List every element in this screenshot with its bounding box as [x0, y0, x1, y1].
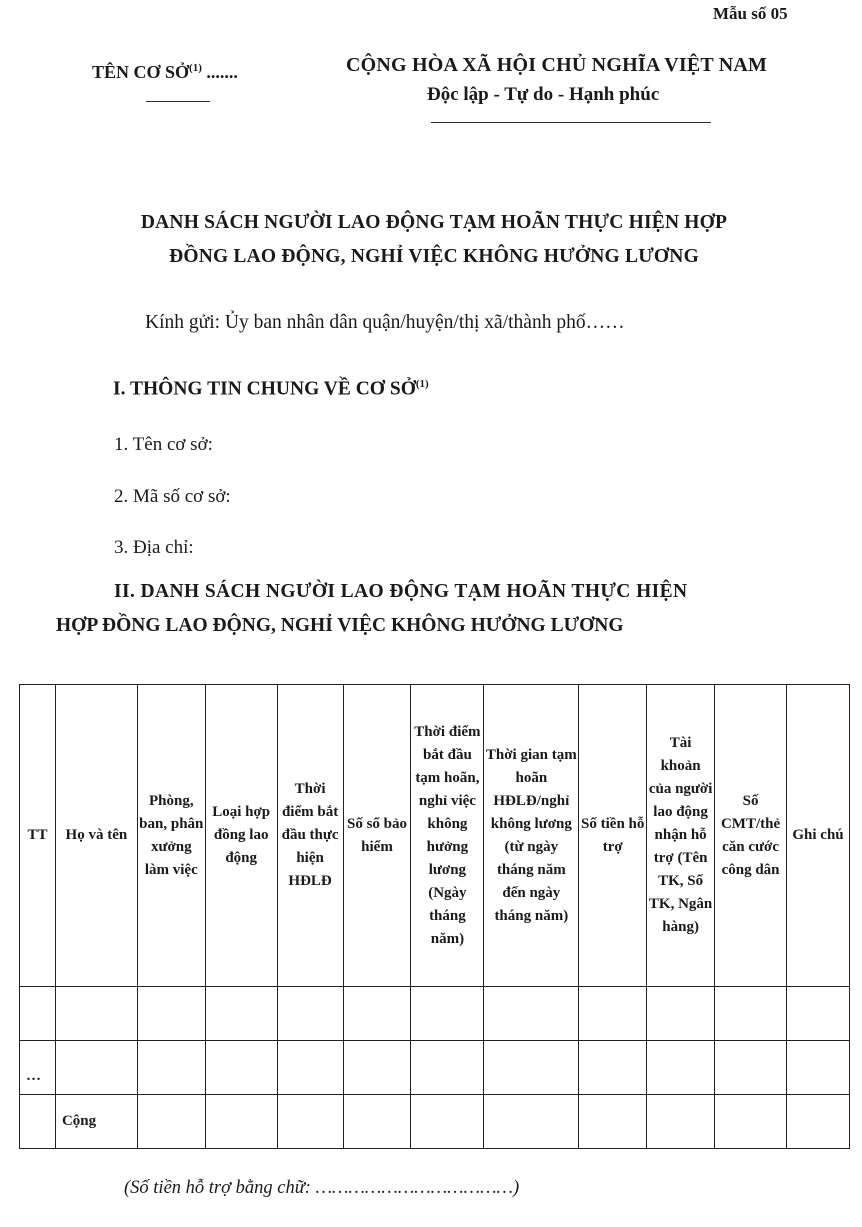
table-cell: [647, 987, 715, 1041]
table-cell: [715, 1041, 787, 1095]
table-cell: [277, 987, 343, 1041]
org-label-text: TÊN CƠ SỞ: [92, 62, 190, 82]
employee-list-table: [19, 684, 850, 1149]
section-1-text: I. THÔNG TIN CHUNG VỀ CƠ SỞ: [113, 378, 416, 400]
header-cell-notes: Ghi chú: [787, 685, 850, 987]
section-1-heading: [113, 378, 429, 401]
form-number: Mẫu số 05: [713, 4, 788, 23]
table-cell: [647, 1095, 715, 1149]
org-label-dots: .......: [201, 62, 238, 82]
addressee-line: Kính gửi: Ủy ban nhân dân quận/huyện/thị xã/thành phố……: [145, 312, 625, 333]
header-cell-full-name: Họ và tên: [55, 685, 137, 987]
header-cell-support-amount: Số tiền hỗ trợ: [579, 685, 647, 987]
table-cell: [137, 987, 205, 1041]
table-cell: [787, 1095, 850, 1149]
table-cell: [411, 1095, 484, 1149]
table-cell: [484, 1041, 579, 1095]
table-cell: [20, 987, 56, 1041]
table-row: [20, 1041, 850, 1095]
title-line-2: ĐỒNG LAO ĐỘNG, NGHỈ VIỆC KHÔNG HƯỞNG LƯƠNG: [169, 246, 699, 267]
field-facility-name: 1. Tên cơ sở:: [114, 434, 213, 455]
table-cell: [411, 987, 484, 1041]
table-cell: [55, 987, 137, 1041]
title-line-1: DANH SÁCH NGƯỜI LAO ĐỘNG TẠM HOÃN THỰC HIỆN HỢP: [140, 212, 728, 233]
table-cell: [343, 987, 411, 1041]
header-cell-id-number: Số CMT/thẻ căn cước công dân: [715, 685, 787, 987]
motto-underline: [431, 122, 711, 123]
field-address: 3. Địa chỉ:: [114, 537, 194, 558]
table-cell: [715, 987, 787, 1041]
table-row: [20, 987, 850, 1041]
table-cell: [343, 1095, 411, 1149]
section-2-line-1: II. DANH SÁCH NGƯỜI LAO ĐỘNG TẠM HOÃN THỰC HIỆN: [114, 581, 688, 602]
table-cell: [343, 1041, 411, 1095]
table-cell: [277, 1095, 343, 1149]
table-header-row: [20, 685, 850, 987]
header-cell-tt: TT: [20, 685, 56, 987]
header-cell-department: Phòng, ban, phân xưởng làm việc: [137, 685, 205, 987]
table-cell-ellipsis: …: [20, 1041, 56, 1095]
table-cell: [205, 1095, 277, 1149]
table-cell: [20, 1095, 56, 1149]
table-cell: [205, 1041, 277, 1095]
section-1-footnote: (1): [415, 378, 429, 390]
header-cell-suspension-period: Thời gian tạm hoãn HĐLĐ/nghỉ không lương (từ ngày tháng năm đến ngày tháng năm): [484, 685, 579, 987]
field-facility-code: 2. Mã số cơ sở:: [114, 486, 231, 507]
table-cell: [787, 987, 850, 1041]
header-cell-contract-start: Thời điểm bắt đầu thực hiện HĐLĐ: [277, 685, 343, 987]
table-cell: [579, 987, 647, 1041]
table-cell: [277, 1041, 343, 1095]
table-cell: [484, 987, 579, 1041]
header-cell-contract-type: Loại hợp đồng lao động: [205, 685, 277, 987]
table-cell: [137, 1041, 205, 1095]
header-cell-bank-account: Tài khoản của người lao động nhận hỗ trợ (Tên TK, Số TK, Ngân hàng): [647, 685, 715, 987]
header-cell-suspension-start: Thời điểm bắt đầu tạm hoãn, nghỉ việc không hưởng lương (Ngày tháng năm): [411, 685, 484, 987]
document-title: [84, 206, 784, 274]
table-cell: [579, 1095, 647, 1149]
org-label-footnote: (1): [189, 62, 202, 74]
table-cell: [411, 1041, 484, 1095]
table-cell: [55, 1041, 137, 1095]
section-2-heading: [56, 575, 836, 643]
section-2-line-2: HỢP ĐỒNG LAO ĐỘNG, NGHỈ VIỆC KHÔNG HƯỞNG LƯƠNG: [56, 615, 624, 636]
table-total-row: [20, 1095, 850, 1149]
table-cell: [787, 1041, 850, 1095]
total-label: Cộng: [55, 1095, 137, 1149]
table-cell: [715, 1095, 787, 1149]
org-name-label: [92, 62, 238, 83]
table-cell: [137, 1095, 205, 1149]
amount-in-words-note: (Số tiền hỗ trợ bằng chữ: ………………………………): [124, 1178, 520, 1198]
table-cell: [205, 987, 277, 1041]
country-name: CỘNG HÒA XÃ HỘI CHỦ NGHĨA VIỆT NAM: [346, 54, 768, 76]
org-underline: [146, 101, 210, 102]
table-cell: [484, 1095, 579, 1149]
national-motto: Độc lập - Tự do - Hạnh phúc: [427, 84, 660, 105]
table-cell: [647, 1041, 715, 1095]
header-cell-insurance-book: Số sổ bảo hiểm: [343, 685, 411, 987]
table-cell: [579, 1041, 647, 1095]
